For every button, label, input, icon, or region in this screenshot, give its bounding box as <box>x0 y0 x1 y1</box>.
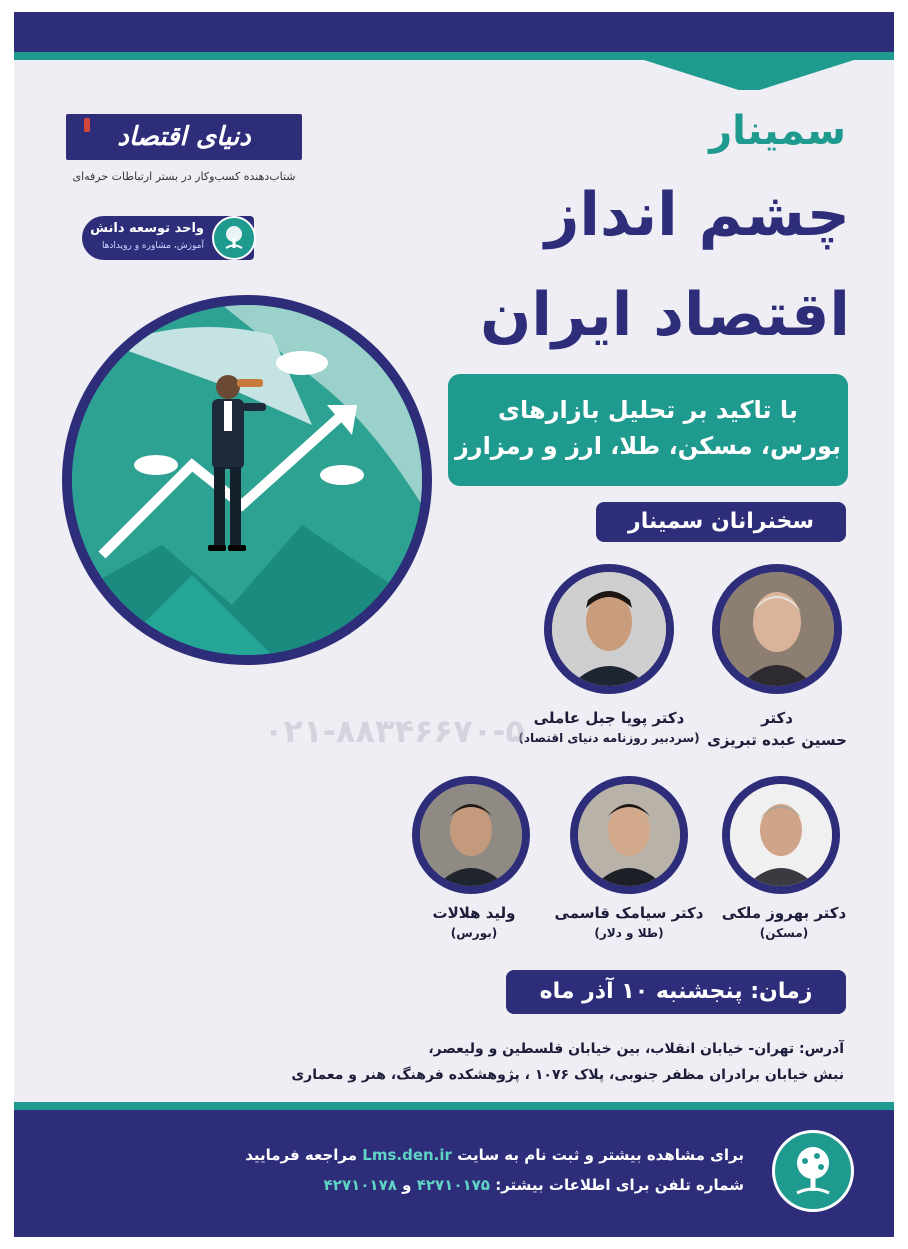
speaker-photo-4 <box>570 776 688 894</box>
unit-subtitle: آموزش، مشاوره و رویدادها <box>101 241 204 251</box>
address-line2: نبش خیابان برادران مظفر جنوبی، پلاک ۱۰۷۶ ، پژوهشکده فرهنگ، هنر و معماری <box>291 1067 844 1083</box>
footer <box>14 1110 894 1237</box>
phone-number-1: ۴۲۷۱۰۱۷۵ <box>416 1176 490 1194</box>
speaker-photo-2 <box>544 564 674 694</box>
seminar-kicker: سمینار <box>709 108 846 154</box>
speaker-name-5 <box>394 902 554 942</box>
watermark: ۰۲۱-۸۸۳۴۶۶۷۰-۵ <box>264 712 525 750</box>
speaker-fullname-5: ولید هلالات <box>432 904 516 922</box>
unit-logo <box>82 216 254 260</box>
address-line1: آدرس: تهران- خیابان انقلاب، بین خیابان فلسطین و ولیعصر، <box>428 1041 844 1057</box>
top-band <box>14 12 894 52</box>
site-link[interactable]: Lms.den.ir <box>362 1146 452 1164</box>
speaker-fullname-3: دکتر بهروز ملکی <box>721 904 847 922</box>
emphasis-line1: با تاکید بر تحلیل بازارهای <box>498 396 798 424</box>
footer-accent-line <box>14 1102 894 1110</box>
speaker-title-1: دکتر <box>761 709 793 727</box>
speaker-role-5: (بورس) <box>450 926 498 940</box>
tree-icon <box>772 1130 854 1212</box>
footer-line1-post: مراجعه فرمایید <box>245 1146 358 1164</box>
speaker-photo-5 <box>412 776 530 894</box>
speaker-name-4 <box>534 902 724 942</box>
top-notch <box>644 60 854 90</box>
brand-tagline: شتاب‌دهنده کسب‌و‌کار در بستر ارتباطات حرفه‌ای <box>72 170 296 183</box>
event-time: زمان: پنجشنبه ۱۰ آذر ماه <box>506 970 846 1014</box>
speaker-fullname-1: حسین عبده تبریزی <box>707 731 847 749</box>
speaker-name-2 <box>494 707 724 747</box>
footer-and: و <box>402 1176 412 1194</box>
top-accent-line <box>14 52 894 60</box>
page-title-line1: چشم انداز <box>544 180 850 250</box>
footer-line2-pre: شماره تلفن برای اطلاعات بیشتر: <box>495 1176 744 1194</box>
emphasis-box <box>448 374 848 486</box>
brand-logo: دنیای اقتصاد <box>66 114 302 160</box>
speaker-role-3: (مسکن) <box>759 926 809 940</box>
emphasis-line2: بورس، مسکن، طلا، ارز و رمزارز <box>454 432 842 460</box>
hero-scene <box>72 305 422 655</box>
speaker-photo-3 <box>722 776 840 894</box>
speakers-heading: سخنرانان سمینار <box>596 502 846 542</box>
event-address <box>224 1036 844 1088</box>
tree-icon <box>212 216 256 260</box>
page-title-line2: اقتصاد ایران <box>480 280 850 350</box>
speaker-photo-1 <box>712 564 842 694</box>
poster <box>14 12 894 1237</box>
footer-line1-pre: برای مشاهده بیشتر و ثبت نام به سایت <box>457 1146 744 1164</box>
speaker-role-2: (سردبیر روزنامه دنیای اقتصاد) <box>518 731 700 745</box>
phone-number-2: ۴۲۷۱۰۱۷۸ <box>323 1176 397 1194</box>
hero-illustration <box>62 295 432 665</box>
speaker-fullname-2: دکتر پویا جبل عاملی <box>533 709 685 727</box>
speaker-fullname-4: دکتر سیامک قاسمی <box>554 904 704 922</box>
speaker-role-4: (طلا و دلار) <box>594 926 664 940</box>
unit-title: واحد توسعه دانش <box>90 221 204 236</box>
footer-text <box>104 1140 744 1200</box>
brand-logo-accent <box>84 118 90 132</box>
